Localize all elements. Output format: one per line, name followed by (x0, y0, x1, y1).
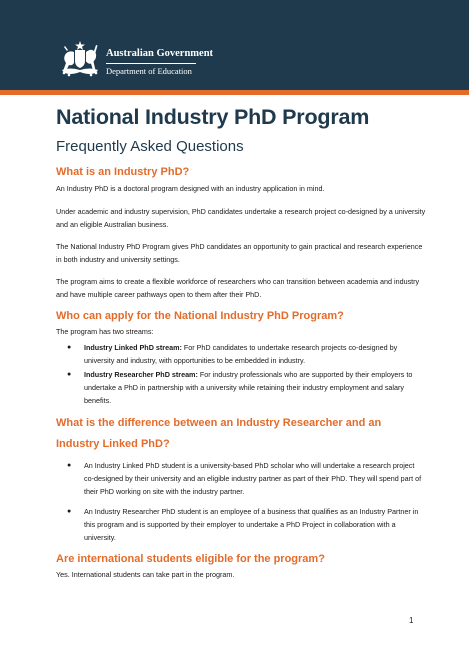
section-difference (56, 413, 426, 544)
department-name: Department of Education (106, 65, 192, 76)
difference-list (67, 459, 426, 544)
section-what-is (56, 164, 426, 301)
paragraph: Under academic and industry supervision, PhD candidates undertake a research project co-designed by a university and an eligible Australian business. (56, 207, 426, 229)
list-item (67, 368, 426, 407)
bullet-icon: ● (67, 344, 72, 351)
page-subtitle: Frequently Asked Questions (56, 138, 244, 155)
bullet-icon: ● (67, 462, 72, 469)
list-item (67, 341, 426, 367)
section-who-can-apply (56, 308, 426, 407)
list-item-text: An Industry Linked PhD student is a university-based PhD scholar who will undertake a research project co-designed by their university and an eligible industry partner as part of their PhD. They will spend part of their PhD working on site with the industry partner. (84, 461, 422, 496)
org-name: Australian Government (106, 48, 214, 59)
section-heading: Who can apply for the National Industry PhD Program? (56, 310, 344, 322)
government-logo-text (106, 49, 213, 75)
paragraph: Yes. International students can take part in the program. (56, 570, 235, 579)
stream-list (67, 341, 426, 407)
coat-of-arms-icon (58, 40, 102, 78)
list-item-text: An Industry Researcher PhD student is an employee of a business that qualifies as an Industry Partner in this program and is supported by their employer to undertake a PhD Project in collaboration with a university. (84, 507, 419, 542)
page-title: National Industry PhD Program (56, 105, 370, 129)
list-item-text: For industry professionals who are supported by their employers to undertake a PhD in partnership with a university while retaining their industry employment and salary benefits. (84, 370, 413, 405)
page-number: 1 (409, 616, 414, 625)
list-item (67, 505, 426, 544)
list-item-lead: Industry Linked PhD stream: (84, 343, 182, 352)
section-heading: What is the difference between an Industry Researcher and an Industry Linked PhD? (56, 417, 382, 450)
header-banner (0, 0, 469, 90)
logo-divider (106, 63, 196, 64)
bullet-icon: ● (67, 371, 72, 378)
paragraph: The National Industry PhD Program gives PhD candidates an opportunity to gain practical and research experience in both industry and university settings. (56, 242, 423, 264)
document-body (56, 100, 426, 581)
section-international (56, 551, 426, 581)
list-item (67, 459, 426, 498)
paragraph: An Industry PhD is a doctoral program designed with an industry application in mind. (56, 184, 325, 193)
paragraph: The program has two streams: (56, 327, 154, 336)
list-item-text: For PhD candidates to undertake research projects co-designed by university and industry, with opportunities to be embedded in industry. (84, 343, 398, 365)
list-item-lead: Industry Researcher PhD stream: (84, 370, 198, 379)
accent-stripe (0, 90, 469, 95)
section-heading: Are international students eligible for the program? (56, 553, 325, 565)
paragraph: The program aims to create a flexible workforce of researchers who can transition between academia and industry and have multiple career pathways open to them after their PhD. (56, 277, 420, 299)
section-heading: What is an Industry PhD? (56, 166, 190, 178)
bullet-icon: ● (67, 508, 72, 515)
